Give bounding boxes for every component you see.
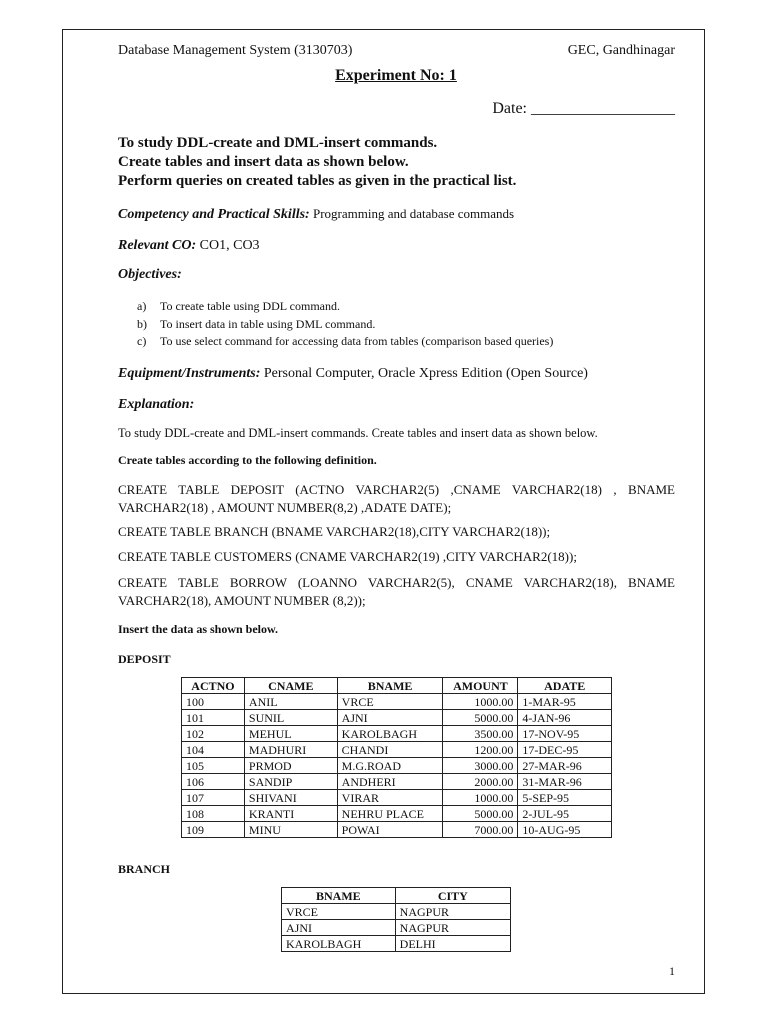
co-label: Relevant CO: — [118, 238, 197, 253]
table-row — [182, 790, 612, 806]
table-cell: 106 — [182, 774, 245, 790]
table-cell: MADHURI — [244, 742, 337, 758]
table-cell: 5000.00 — [443, 806, 518, 822]
page-title: Experiment No: 1 — [335, 67, 457, 84]
table-cell: 1-MAR-95 — [518, 694, 612, 710]
table-cell: AJNI — [337, 710, 443, 726]
table-cell: NEHRU PLACE — [337, 806, 443, 822]
co-line — [118, 236, 260, 254]
table-cell: VRCE — [282, 904, 396, 920]
stmt-line: CREATE TABLE BORROW (LOANNO VARCHAR2(5), CNAME VARCHAR2(18), BNAME — [118, 575, 675, 590]
table-cell: 102 — [182, 726, 245, 742]
table-cell: 5-SEP-95 — [518, 790, 612, 806]
table-cell: AJNI — [282, 920, 396, 936]
table-cell: 109 — [182, 822, 245, 838]
table-cell: 17-NOV-95 — [518, 726, 612, 742]
list-marker: b) — [137, 316, 147, 331]
aims-block — [118, 134, 516, 191]
table-cell: 17-DEC-95 — [518, 742, 612, 758]
stmt-borrow — [118, 574, 675, 610]
list-marker: a) — [137, 299, 147, 313]
objectives-label: Objectives: — [118, 267, 182, 282]
column-header: BNAME — [282, 888, 396, 904]
table-cell: DELHI — [395, 936, 510, 952]
table-cell: 2-JUL-95 — [518, 806, 612, 822]
table-cell: 101 — [182, 710, 245, 726]
table-header-row — [182, 678, 612, 694]
explanation-label: Explanation: — [118, 397, 195, 412]
header-college: GEC, Gandhinagar — [567, 43, 675, 58]
table-cell: 3500.00 — [443, 726, 518, 742]
table-row — [282, 920, 511, 936]
table-cell: SHIVANI — [244, 790, 337, 806]
stmt-line: VARCHAR2(18) , AMOUNT NUMBER(8,2) ,ADATE DATE); — [118, 500, 452, 515]
equipment-value: Personal Computer, Oracle Xpress Edition (Open Source) — [260, 366, 588, 381]
deposit-label: DEPOSIT — [118, 652, 171, 666]
table-row — [182, 822, 612, 838]
table-cell: KRANTI — [244, 806, 337, 822]
branch-label: BRANCH — [118, 862, 171, 876]
stmt-deposit — [118, 481, 675, 517]
insert-heading: Insert the data as shown below. — [118, 622, 279, 636]
table-row — [282, 936, 511, 952]
table-row — [282, 904, 511, 920]
table-row — [182, 726, 612, 742]
list-text: To use select command for accessing data from tables (comparison based queries) — [160, 334, 554, 348]
stmt-line: VARCHAR2(18), AMOUNT NUMBER (8,2)); — [118, 593, 366, 608]
objectives-list — [137, 298, 553, 351]
table-cell: KAROLBAGH — [282, 936, 396, 952]
list-marker: c) — [137, 334, 147, 348]
table-cell: NAGPUR — [395, 920, 510, 936]
table-cell: 1000.00 — [443, 790, 518, 806]
table-row — [182, 774, 612, 790]
table-cell: MEHUL — [244, 726, 337, 742]
aim-line: Create tables and insert data as shown below. — [118, 154, 409, 170]
aim-line: To study DDL-create and DML-insert commands. — [118, 135, 438, 151]
table-cell: 1200.00 — [443, 742, 518, 758]
branch-table — [281, 887, 511, 952]
table-cell: VIRAR — [337, 790, 443, 806]
table-row — [182, 758, 612, 774]
table-cell: 108 — [182, 806, 245, 822]
equipment-line — [118, 364, 588, 382]
table-cell: SANDIP — [244, 774, 337, 790]
table-cell: MINU — [244, 822, 337, 838]
create-heading: Create tables according to the following definition. — [118, 453, 377, 467]
competency-value: Programming and database commands — [309, 206, 515, 221]
column-header: BNAME — [337, 678, 443, 694]
explanation-text: To study DDL-create and DML-insert commands. Create tables and insert data as shown below. — [118, 426, 598, 440]
table-header-row — [282, 888, 511, 904]
deposit-table — [181, 677, 612, 838]
aim-line: Perform queries on created tables as given in the practical list. — [118, 173, 517, 189]
table-cell: PRMOD — [244, 758, 337, 774]
table-cell: 105 — [182, 758, 245, 774]
stmt-customers: CREATE TABLE CUSTOMERS (CNAME VARCHAR2(19) ,CITY VARCHAR2(18)); — [118, 549, 577, 564]
list-item — [137, 316, 553, 334]
list-item — [137, 333, 553, 351]
table-cell: 107 — [182, 790, 245, 806]
table-cell: SUNIL — [244, 710, 337, 726]
column-header: ADATE — [518, 678, 612, 694]
table-cell: CHANDI — [337, 742, 443, 758]
list-text: To insert data in table using DML command. — [160, 316, 376, 331]
list-item — [137, 298, 553, 316]
co-value: CO1, CO3 — [196, 238, 260, 253]
table-cell: 3000.00 — [443, 758, 518, 774]
table-row — [182, 742, 612, 758]
date-field: Date: __________________ — [492, 100, 675, 117]
column-header: ACTNO — [182, 678, 245, 694]
table-cell: ANDHERI — [337, 774, 443, 790]
table-cell: 2000.00 — [443, 774, 518, 790]
equipment-label: Equipment/Instruments: — [118, 366, 261, 381]
list-text: To create table using DDL command. — [160, 299, 340, 313]
table-row — [182, 710, 612, 726]
table-cell: M.G.ROAD — [337, 758, 443, 774]
table-cell: ANIL — [244, 694, 337, 710]
page-number: 1 — [669, 964, 675, 978]
competency-label: Competency and Practical Skills: — [118, 207, 310, 222]
competency-line — [118, 205, 514, 223]
table-cell: POWAI — [337, 822, 443, 838]
table-cell: 5000.00 — [443, 710, 518, 726]
table-cell: 104 — [182, 742, 245, 758]
table-cell: 4-JAN-96 — [518, 710, 612, 726]
table-cell: VRCE — [337, 694, 443, 710]
column-header: CNAME — [244, 678, 337, 694]
table-cell: 7000.00 — [443, 822, 518, 838]
table-cell: NAGPUR — [395, 904, 510, 920]
table-cell: KAROLBAGH — [337, 726, 443, 742]
column-header: AMOUNT — [443, 678, 518, 694]
table-row — [182, 806, 612, 822]
header-course: Database Management System (3130703) — [118, 43, 353, 58]
table-cell: 27-MAR-96 — [518, 758, 612, 774]
table-cell: 100 — [182, 694, 245, 710]
table-row — [182, 694, 612, 710]
column-header: CITY — [395, 888, 510, 904]
table-cell: 10-AUG-95 — [518, 822, 612, 838]
stmt-branch: CREATE TABLE BRANCH (BNAME VARCHAR2(18),CITY VARCHAR2(18)); — [118, 524, 551, 539]
table-cell: 31-MAR-96 — [518, 774, 612, 790]
table-cell: 1000.00 — [443, 694, 518, 710]
stmt-line: CREATE TABLE DEPOSIT (ACTNO VARCHAR2(5) ,CNAME VARCHAR2(18) , BNAME — [118, 482, 675, 497]
